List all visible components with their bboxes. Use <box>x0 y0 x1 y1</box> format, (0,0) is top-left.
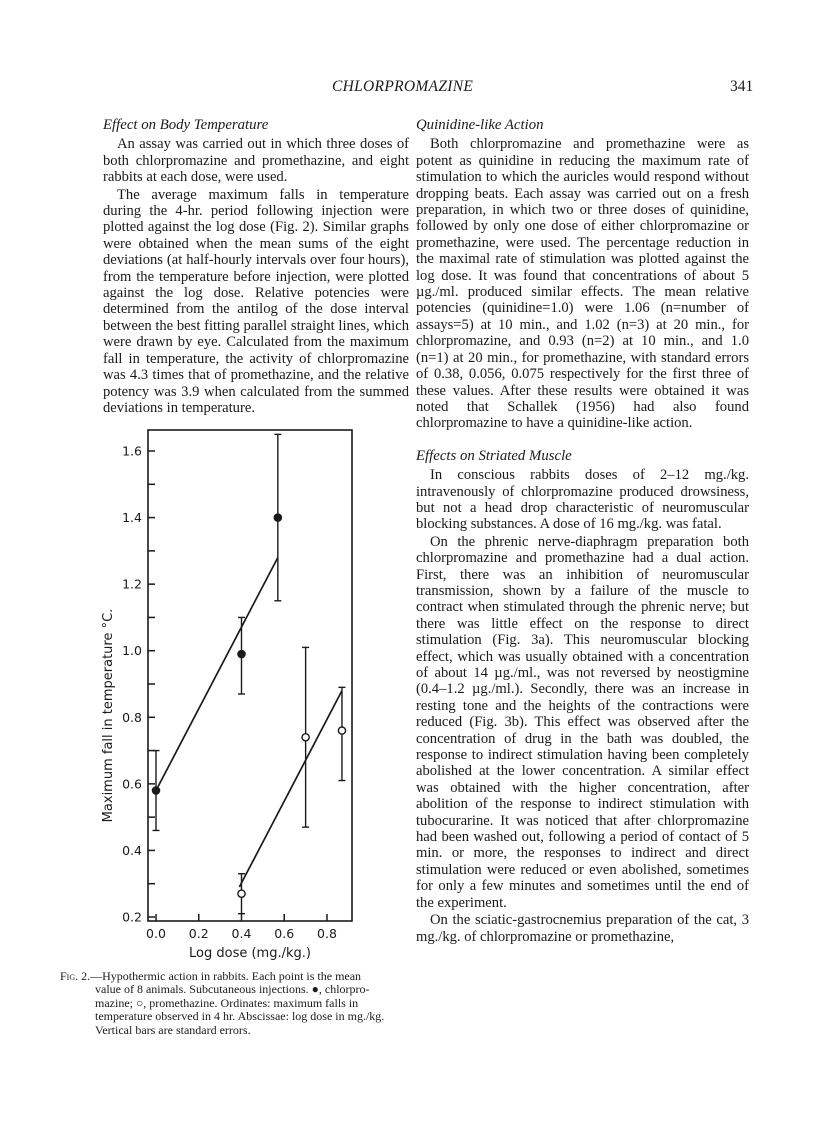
caption-line-2: value of 8 animals. Subcutaneous injections. ●, chlorpro- <box>95 982 370 997</box>
y-tick-label: 1.4 <box>122 510 142 526</box>
plot-frame <box>148 430 352 921</box>
y-tick-label: 0.6 <box>122 776 142 792</box>
paragraph: On the phrenic nerve-diaphragm preparation both chlorpromazine and promethazine had a dual action. First, there was an inhibition of neuromuscular transmission, shown by a failure of the muscle to contract when stimulated through the phrenic nerve; but there was little effect on the response to direct stimulation (Fig. 3a). This neuromuscular blocking effect, which was usually obtained with a concentration of about 14 µg./ml., was not reversed by neostigmine (0.4–1.2 µg./ml.). Secondly, there was an increase in resting tone and the heights of the contractions were reduced (Fig. 3b). This effect was observed after the concentration of drug in the bath was doubled, the response to indirect stimulation having been completely abolished at the lower concentration. A similar effect was obtained with the higher concentration, after abolition of the response to indirect stimulation with tubocurarine. It was noticed that after chlorpromazine had been washed out, following a period of contact of 5 min. or more, the responses to indirect and direct stimulation were reduced or even abolished, sometimes for only a few minutes and sometimes until the end of the experiment. <box>416 533 749 911</box>
section-heading-striated-muscle: Effects on Striated Muscle <box>416 447 572 464</box>
chlorpromazine-data-point <box>152 787 159 794</box>
caption-line-1 <box>60 970 405 983</box>
paragraph: On the sciatic-gastrocnemius preparation of the cat, 3 mg./kg. of chlorpromazine or promethazine, <box>416 912 749 945</box>
promethazine-data-point <box>338 727 345 734</box>
y-tick-label: 1.2 <box>122 576 142 592</box>
caption-line-5: Vertical bars are standard errors. <box>95 1022 251 1037</box>
scatter-chart <box>95 420 395 980</box>
section-heading-quinidine: Quinidine-like Action <box>416 117 544 133</box>
section-gap <box>416 432 749 448</box>
y-tick-label: 0.4 <box>122 842 142 858</box>
caption-line-4: temperature observed in 4 hr. Abscissae: log dose in mg./kg. <box>95 1009 385 1024</box>
caption-text: —Hypothermic action in rabbits. Each point is the mean <box>90 969 362 983</box>
y-axis-label: Maximum fall in temperature °C. <box>101 608 116 823</box>
figure-2 <box>95 420 395 980</box>
running-head <box>0 78 816 98</box>
figure-label: Fig. 2. <box>60 969 91 983</box>
promethazine-data-point <box>302 734 309 741</box>
figure-caption <box>60 970 405 1037</box>
paragraph: The average maximum falls in temperature during the 4-hr. period following injection were plotted against the log dose (Fig. 2). Similar graphs were obtained when the mean sums of the eight deviations (at half-hourly intervals over four hours), from the temperature before injection, were plotted against the log dose. Relative potencies were determined from the antilog of the dose interval between the best fitting parallel straight lines, which were drawn by eye. Calculated from the maximum fall in temperature, the activity of chlorpromazine was 4.3 times that of promethazine, and the relative potency was 3.9 when calculated from the summed deviations in temperature. <box>103 186 409 416</box>
x-tick-label: 0.4 <box>231 926 252 941</box>
paragraph: Both chlorpromazine and promethazine were as potent as quinidine in reducing the maximum rate of stimulation to which the auricles would respond without dropping beats. Each assay was carried out on a fresh preparation, in which two or three doses of quinidine, followed by only one dose of either chlorpromazine or promethazine, were used. The percentage reduction in the maximal rate of stimulation was plotted against the log dose. It was found that concentrations of about 5 µg./ml. produced similar effects. The mean relative potencies (quinidine=1.0) were 1.06 (n=number of assays=5) at 10 min., and 1.02 (n=3) at 20 min., for chlorpromazine, and 0.93 (n=2) at 10 min., and 1.0 (n=1) at 20 min., for promethazine, with standard errors of 0.38, 0.056, 0.075 respectively for the first three of these values. After these results were obtained it was noted that Schallek (1956) had also found chlorpromazine to have a quinidine-like action. <box>416 136 749 432</box>
chlorpromazine-fit-line <box>156 558 278 791</box>
chlorpromazine-data-point <box>238 650 245 657</box>
promethazine-fit-line <box>239 691 342 887</box>
left-column <box>103 117 409 416</box>
x-tick-label: 0.0 <box>146 926 166 941</box>
right-column <box>416 117 749 945</box>
y-tick-label: 0.2 <box>122 909 142 925</box>
x-tick-label: 0.2 <box>188 926 209 941</box>
y-tick-label: 1.0 <box>122 643 142 659</box>
y-tick-label: 1.6 <box>122 443 142 459</box>
page-number: 341 <box>730 78 754 95</box>
x-tick-label: 0.6 <box>274 926 295 941</box>
running-title: CHLORPROMAZINE <box>332 78 474 95</box>
x-axis-label: Log dose (mg./kg.) <box>189 946 311 961</box>
paragraph: In conscious rabbits doses of 2–12 mg./kg. intravenously of chlorpromazine produced drowsiness, but not a head drop characteristic of neuromuscular blocking substances. A dose of 16 mg./kg. was fatal. <box>416 467 749 533</box>
x-tick-label: 0.8 <box>317 926 337 941</box>
chlorpromazine-data-point <box>274 514 281 521</box>
promethazine-data-point <box>238 890 245 897</box>
y-tick-label: 0.8 <box>122 709 142 725</box>
paragraph: An assay was carried out in which three doses of both chlorpromazine and promethazine, and eight rabbits at each dose, were used. <box>103 136 409 186</box>
caption-line-3: mazine; ○, promethazine. Ordinates: maximum falls in <box>95 995 359 1010</box>
section-heading-body-temperature: Effect on Body Temperature <box>103 117 269 133</box>
